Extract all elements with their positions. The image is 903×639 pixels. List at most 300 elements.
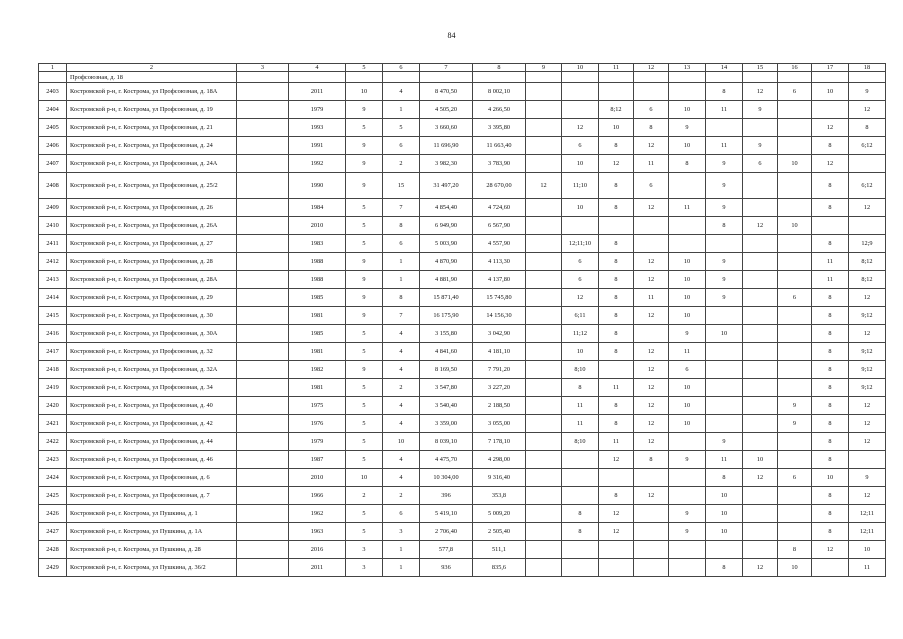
cell-c11: 8 (599, 289, 634, 307)
continuation-row (39, 72, 886, 83)
cell-c8: 4 557,90 (473, 235, 526, 253)
cell-c10 (562, 487, 599, 505)
cell-c13 (669, 235, 706, 253)
cell-c6: 2 (383, 487, 420, 505)
cell-c11: 11 (599, 433, 634, 451)
cell-c5: 3 (346, 541, 383, 559)
cell-c16 (778, 361, 812, 379)
column-number-12: 12 (634, 64, 669, 72)
cell-c15 (743, 199, 778, 217)
cell-c16: 6 (778, 469, 812, 487)
cell-c17: 10 (812, 83, 849, 101)
table-row (39, 361, 886, 379)
row-number-cell: 2406 (39, 137, 67, 155)
cell-c10: 6 (562, 253, 599, 271)
cell-c18: 12;11 (849, 523, 886, 541)
cell-c18: 8 (849, 119, 886, 137)
table-row (39, 217, 886, 235)
cell-c18: 12 (849, 101, 886, 119)
cell-c3 (237, 173, 289, 199)
cell-c15 (743, 541, 778, 559)
cell-c17: 12 (812, 541, 849, 559)
cell-c7: 8 470,50 (420, 83, 473, 101)
cell-c13: 9 (669, 523, 706, 541)
table-row (39, 469, 886, 487)
cell-c14: 10 (706, 523, 743, 541)
cell-c10: 10 (562, 343, 599, 361)
address-cell: Костромской р-н, г. Кострома, ул Профсоюзная, д. 46 (67, 451, 237, 469)
cell-c14: 11 (706, 451, 743, 469)
cell-c9 (526, 289, 562, 307)
cell-c18: 12 (849, 289, 886, 307)
row-number-cell: 2414 (39, 289, 67, 307)
cell-c7: 8 039,10 (420, 433, 473, 451)
cell-c18: 12 (849, 487, 886, 505)
cell-c7: 4 841,60 (420, 343, 473, 361)
cell-c3 (237, 523, 289, 541)
cell-c7: 4 881,90 (420, 271, 473, 289)
cell-c3 (237, 541, 289, 559)
table-row (39, 307, 886, 325)
cell-c14 (706, 397, 743, 415)
table-row (39, 235, 886, 253)
cell-c11: 8 (599, 487, 634, 505)
cell-c3 (237, 289, 289, 307)
cell-c6: 7 (383, 199, 420, 217)
cell-c15 (743, 397, 778, 415)
cell-c16 (778, 235, 812, 253)
cell-c8: 4 113,30 (473, 253, 526, 271)
cell-c6: 6 (383, 235, 420, 253)
cell-c14 (706, 541, 743, 559)
cell-c18 (849, 217, 886, 235)
column-number-6: 6 (383, 64, 420, 72)
cell-c4: 1983 (289, 235, 346, 253)
cell-c10: 11;12 (562, 325, 599, 343)
cell-c16: 8 (778, 541, 812, 559)
cell-c4: 1987 (289, 451, 346, 469)
cell-c16 (778, 307, 812, 325)
cell-c13: 8 (669, 155, 706, 173)
cell-c12 (634, 523, 669, 541)
cell-c7: 3 982,30 (420, 155, 473, 173)
table-row (39, 541, 886, 559)
address-cell: Костромской р-н, г. Кострома, ул Профсоюзная, д. 6 (67, 469, 237, 487)
cell-c15 (743, 289, 778, 307)
cell-c3 (237, 559, 289, 577)
cell-c3 (237, 101, 289, 119)
cell-c6: 10 (383, 433, 420, 451)
table-row (39, 433, 886, 451)
cell-c5: 9 (346, 289, 383, 307)
cell-c18: 6;12 (849, 173, 886, 199)
cell-c11: 8 (599, 253, 634, 271)
column-number-8: 8 (473, 64, 526, 72)
table-row (39, 199, 886, 217)
cell-c12: 12 (634, 487, 669, 505)
cell-c14: 10 (706, 487, 743, 505)
cell-c12: 11 (634, 155, 669, 173)
cell-c15: 9 (743, 101, 778, 119)
cell-c11: 8 (599, 397, 634, 415)
cell-c10 (562, 469, 599, 487)
cell-c3 (237, 137, 289, 155)
cell-c14: 9 (706, 289, 743, 307)
cell-c8: 3 395,80 (473, 119, 526, 137)
cell-c11 (599, 217, 634, 235)
address-cell: Костромской р-н, г. Кострома, ул Профсоюзная, д. 27 (67, 235, 237, 253)
cell-c18: 12 (849, 397, 886, 415)
row-number-cell: 2412 (39, 253, 67, 271)
cell-c17: 11 (812, 271, 849, 289)
cell-c11: 12 (599, 451, 634, 469)
cell-c18: 9 (849, 469, 886, 487)
cell-c9 (526, 137, 562, 155)
cell-c12: 12 (634, 199, 669, 217)
address-cell: Костромской р-н, г. Кострома, ул Профсоюзная, д. 30 (67, 307, 237, 325)
cell-c17: 8 (812, 451, 849, 469)
cell-c14: 10 (706, 505, 743, 523)
cell-c9 (526, 505, 562, 523)
cell-c8: 14 156,30 (473, 307, 526, 325)
cell-c4: 2010 (289, 469, 346, 487)
cell-c5: 9 (346, 155, 383, 173)
cell-c13: 10 (669, 289, 706, 307)
cell-c17: 8 (812, 199, 849, 217)
cell-c9 (526, 235, 562, 253)
cell-c15 (743, 361, 778, 379)
cell-c11: 8;12 (599, 101, 634, 119)
cell-c18: 12;9 (849, 235, 886, 253)
cell-c13: 11 (669, 199, 706, 217)
row-number-cell: 2403 (39, 83, 67, 101)
cell-c9 (526, 307, 562, 325)
cell-c8: 4 724,60 (473, 199, 526, 217)
cell-c12: 12 (634, 271, 669, 289)
cell-c4: 2011 (289, 83, 346, 101)
cell-c16 (778, 173, 812, 199)
address-cell: Костромской р-н, г. Кострома, ул Профсоюзная, д. 28 (67, 253, 237, 271)
cell-c4: 1981 (289, 307, 346, 325)
cell-c6: 4 (383, 83, 420, 101)
cell-c6: 7 (383, 307, 420, 325)
cell-c6: 1 (383, 253, 420, 271)
cell-c17 (812, 217, 849, 235)
table-row (39, 119, 886, 137)
cell-c9 (526, 253, 562, 271)
cell-c5: 9 (346, 271, 383, 289)
cell-c15 (743, 271, 778, 289)
cell-c7: 3 155,80 (420, 325, 473, 343)
row-number-cell: 2429 (39, 559, 67, 577)
row-number-cell: 2413 (39, 271, 67, 289)
cell-c8: 511,1 (473, 541, 526, 559)
row-number-cell: 2426 (39, 505, 67, 523)
cell-c12: 12 (634, 433, 669, 451)
table-row (39, 379, 886, 397)
cell-c4: 1991 (289, 137, 346, 155)
cell-c13: 10 (669, 379, 706, 397)
address-cell: Костромской р-н, г. Кострома, ул Профсоюзная, д. 34 (67, 379, 237, 397)
cell-c16: 9 (778, 415, 812, 433)
cell-c7: 10 304,00 (420, 469, 473, 487)
cell-c12: 12 (634, 253, 669, 271)
cell-c11: 8 (599, 307, 634, 325)
cell-c18: 9 (849, 83, 886, 101)
cell-c13: 10 (669, 415, 706, 433)
cell-c9 (526, 119, 562, 137)
table-row (39, 505, 886, 523)
cell-c13 (669, 541, 706, 559)
table-row (39, 253, 886, 271)
address-cell: Костромской р-н, г. Кострома, ул Профсоюзная, д. 26А (67, 217, 237, 235)
cell-c6: 4 (383, 415, 420, 433)
cell-c10: 8 (562, 505, 599, 523)
cell-c5: 9 (346, 173, 383, 199)
column-number-15: 15 (743, 64, 778, 72)
address-cell: Костромской р-н, г. Кострома, ул Профсоюзная, д. 24А (67, 155, 237, 173)
cell-c9 (526, 451, 562, 469)
cell-c5: 5 (346, 325, 383, 343)
cell-c17: 8 (812, 137, 849, 155)
cell-c12 (634, 559, 669, 577)
cell-c17: 8 (812, 289, 849, 307)
cell-c7: 3 660,60 (420, 119, 473, 137)
address-cell: Костромской р-н, г. Кострома, ул Профсоюзная, д. 28А (67, 271, 237, 289)
cell-c9 (526, 559, 562, 577)
cell-c18: 8;12 (849, 271, 886, 289)
cell-c16 (778, 505, 812, 523)
cell-c3 (237, 397, 289, 415)
cell-c5: 10 (346, 83, 383, 101)
cell-c6: 4 (383, 343, 420, 361)
cell-c18 (849, 155, 886, 173)
cell-c13 (669, 83, 706, 101)
cell-c8: 5 009,20 (473, 505, 526, 523)
cell-c12: 12 (634, 361, 669, 379)
cell-c9 (526, 361, 562, 379)
cell-c4: 1962 (289, 505, 346, 523)
table-row (39, 451, 886, 469)
cell-c15 (743, 325, 778, 343)
cell-c4: 1979 (289, 433, 346, 451)
cell-c11: 12 (599, 523, 634, 541)
column-number-18: 18 (849, 64, 886, 72)
cell-c16 (778, 487, 812, 505)
cell-c13: 10 (669, 271, 706, 289)
cell-c14: 9 (706, 271, 743, 289)
address-cell: Костромской р-н, г. Кострома, ул Профсоюзная, д. 32А (67, 361, 237, 379)
cell-c10 (562, 559, 599, 577)
cell-c15 (743, 523, 778, 541)
cell-c5: 5 (346, 379, 383, 397)
cell-c4: 1988 (289, 253, 346, 271)
cell-c5: 9 (346, 101, 383, 119)
cell-c15 (743, 343, 778, 361)
cell-c17: 12 (812, 119, 849, 137)
cell-c17: 8 (812, 523, 849, 541)
column-number-2: 2 (67, 64, 237, 72)
cell-c6: 4 (383, 325, 420, 343)
cell-c3 (237, 343, 289, 361)
column-number-16: 16 (778, 64, 812, 72)
cell-c13: 10 (669, 137, 706, 155)
row-number-cell: 2417 (39, 343, 67, 361)
cell-c18: 9;12 (849, 379, 886, 397)
row-number-cell: 2407 (39, 155, 67, 173)
row-number-cell: 2404 (39, 101, 67, 119)
cell-c14 (706, 343, 743, 361)
row-number-cell: 2409 (39, 199, 67, 217)
cell-c18: 12;11 (849, 505, 886, 523)
cell-c14 (706, 379, 743, 397)
cell-c5: 5 (346, 199, 383, 217)
cell-c13: 10 (669, 307, 706, 325)
cell-c7: 2 706,40 (420, 523, 473, 541)
cell-c10: 6 (562, 271, 599, 289)
cell-c13: 6 (669, 361, 706, 379)
cell-c10: 8;10 (562, 433, 599, 451)
cell-c15: 12 (743, 559, 778, 577)
cell-c16: 6 (778, 83, 812, 101)
cell-c17: 8 (812, 307, 849, 325)
cell-c9 (526, 541, 562, 559)
cell-c9 (526, 199, 562, 217)
cell-c11: 8 (599, 199, 634, 217)
cell-c12 (634, 325, 669, 343)
cell-c7: 16 175,90 (420, 307, 473, 325)
cell-c5: 5 (346, 119, 383, 137)
cell-c4: 1993 (289, 119, 346, 137)
cell-c7: 577,8 (420, 541, 473, 559)
cell-c16 (778, 271, 812, 289)
cell-c9 (526, 217, 562, 235)
cell-c9 (526, 379, 562, 397)
cell-c17: 8 (812, 397, 849, 415)
cell-c17: 8 (812, 505, 849, 523)
cell-c5: 10 (346, 469, 383, 487)
cell-c6: 1 (383, 271, 420, 289)
cell-c8: 3 783,90 (473, 155, 526, 173)
cell-c6: 4 (383, 361, 420, 379)
continuation-number-cell (39, 72, 67, 83)
row-number-cell: 2420 (39, 397, 67, 415)
cell-c6: 6 (383, 137, 420, 155)
cell-c6: 3 (383, 523, 420, 541)
cell-c6: 5 (383, 119, 420, 137)
cell-c4: 1985 (289, 289, 346, 307)
cell-c10 (562, 217, 599, 235)
table-row (39, 559, 886, 577)
cell-c15 (743, 433, 778, 451)
cell-c7: 5 419,10 (420, 505, 473, 523)
cell-c12 (634, 505, 669, 523)
cell-c10 (562, 541, 599, 559)
cell-c15 (743, 487, 778, 505)
row-number-cell: 2410 (39, 217, 67, 235)
cell-c16 (778, 101, 812, 119)
cell-c5: 9 (346, 307, 383, 325)
cell-c17: 8 (812, 487, 849, 505)
cell-c8: 7 791,20 (473, 361, 526, 379)
cell-c14: 9 (706, 433, 743, 451)
cell-c12 (634, 217, 669, 235)
cell-c13: 10 (669, 253, 706, 271)
cell-c12: 6 (634, 101, 669, 119)
cell-c3 (237, 505, 289, 523)
row-number-cell: 2418 (39, 361, 67, 379)
cell-c6: 1 (383, 101, 420, 119)
cell-c15: 12 (743, 217, 778, 235)
cell-c17: 8 (812, 433, 849, 451)
cell-c11 (599, 83, 634, 101)
cell-c18: 6;12 (849, 137, 886, 155)
cell-c3 (237, 235, 289, 253)
cell-c16 (778, 523, 812, 541)
cell-c4: 1981 (289, 379, 346, 397)
cell-c12 (634, 83, 669, 101)
cell-c5: 9 (346, 361, 383, 379)
cell-c9 (526, 271, 562, 289)
cell-c18: 11 (849, 559, 886, 577)
row-number-cell: 2416 (39, 325, 67, 343)
cell-c4: 1976 (289, 415, 346, 433)
column-number-9: 9 (526, 64, 562, 72)
cell-c18: 12 (849, 325, 886, 343)
cell-c8: 9 316,40 (473, 469, 526, 487)
cell-c14: 11 (706, 137, 743, 155)
cell-c11: 12 (599, 505, 634, 523)
cell-c13: 10 (669, 397, 706, 415)
cell-c16 (778, 119, 812, 137)
cell-c10: 11 (562, 415, 599, 433)
cell-c11: 8 (599, 137, 634, 155)
address-cell: Костромской р-н, г. Кострома, ул Профсоюзная, д. 21 (67, 119, 237, 137)
address-cell: Костромской р-н, г. Кострома, ул Профсоюзная, д. 40 (67, 397, 237, 415)
cell-c13: 11 (669, 343, 706, 361)
table-row (39, 271, 886, 289)
cell-c4: 2010 (289, 217, 346, 235)
cell-c14: 8 (706, 559, 743, 577)
cell-c15 (743, 235, 778, 253)
cell-c15 (743, 119, 778, 137)
cell-c8: 4 266,50 (473, 101, 526, 119)
cell-c16 (778, 253, 812, 271)
address-cell: Костромской р-н, г. Кострома, ул Пушкина, д. 1А (67, 523, 237, 541)
column-number-10: 10 (562, 64, 599, 72)
cell-c5: 5 (346, 433, 383, 451)
row-number-cell: 2425 (39, 487, 67, 505)
cell-c10: 8;10 (562, 361, 599, 379)
cell-c3 (237, 199, 289, 217)
column-number-11: 11 (599, 64, 634, 72)
cell-c7: 6 949,90 (420, 217, 473, 235)
column-number-4: 4 (289, 64, 346, 72)
cell-c6: 2 (383, 155, 420, 173)
cell-c17: 8 (812, 343, 849, 361)
cell-c10 (562, 83, 599, 101)
cell-c12: 12 (634, 397, 669, 415)
cell-c17: 8 (812, 361, 849, 379)
cell-c6: 1 (383, 541, 420, 559)
cell-c9 (526, 415, 562, 433)
column-number-7: 7 (420, 64, 473, 72)
table-row (39, 289, 886, 307)
cell-c3 (237, 379, 289, 397)
address-cell: Костромской р-н, г. Кострома, ул Профсоюзная, д. 26 (67, 199, 237, 217)
row-number-cell: 2422 (39, 433, 67, 451)
cell-c4: 1981 (289, 343, 346, 361)
